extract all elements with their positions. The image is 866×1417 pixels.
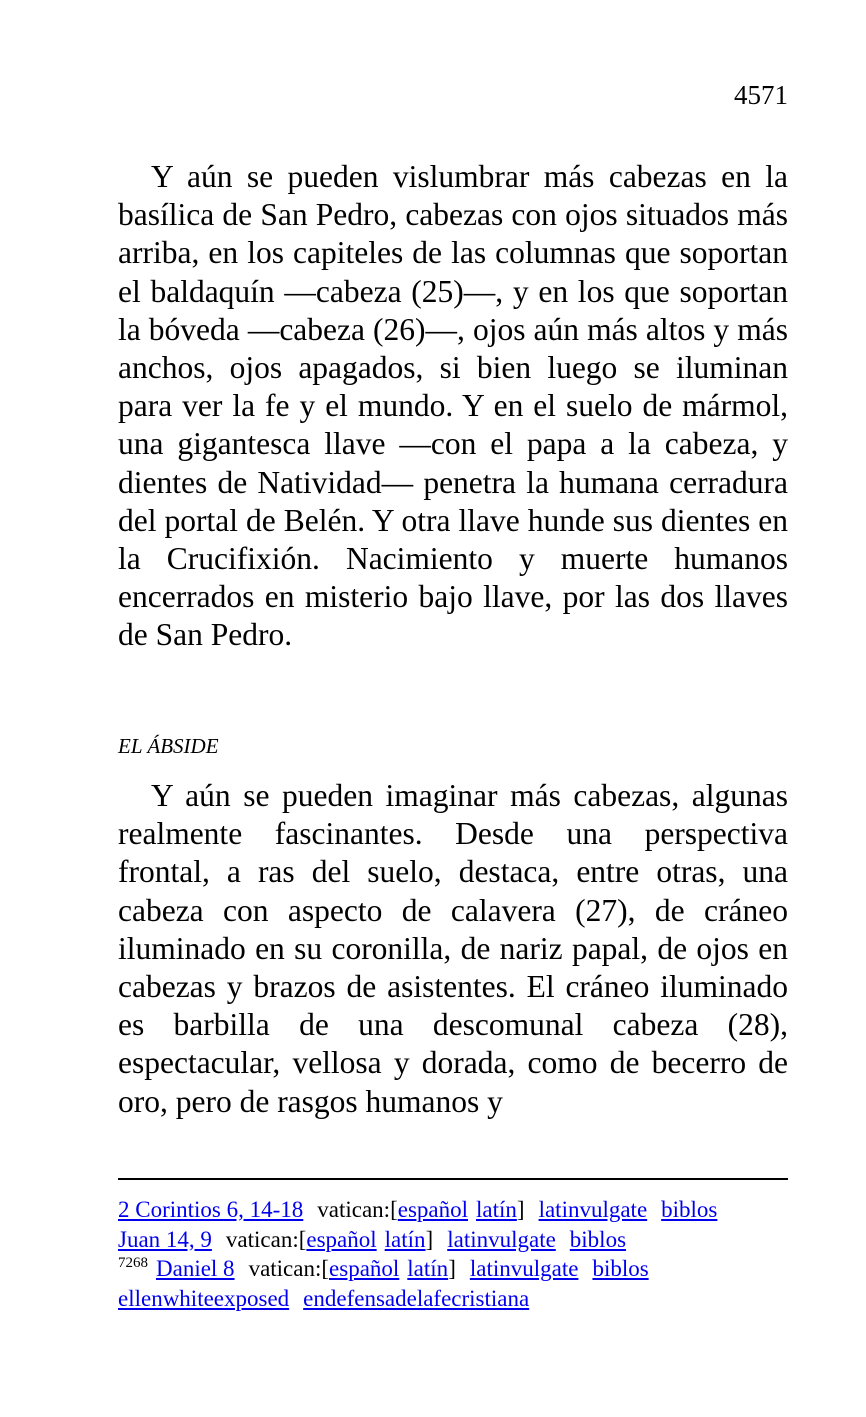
vatican-label: vatican:[ [317,1197,398,1222]
footnote-ref-link[interactable]: Juan 14, 9 [118,1226,212,1252]
footnote-line-2 [118,1225,798,1255]
espanol-link[interactable]: español [306,1226,377,1252]
footnote-line-1 [118,1195,798,1225]
latin-link[interactable]: latín [407,1256,449,1281]
endefensadelafecristiana-link[interactable]: endefensadelafecristiana [303,1285,530,1311]
footnote-ref-link[interactable]: 2 Corintios 6, 14-18 [118,1197,304,1222]
latinvulgate-link[interactable]: latinvulgate [538,1197,648,1222]
vatican-label: vatican:[ [248,1256,330,1281]
body-paragraph-2: Y aún se pueden imaginar más cabezas, algunas realmente fascinantes. Desde una perspectiva frontal, a ras del suelo, destaca, entre otras, una cabeza con aspecto de calavera (27), de cráneo iluminado en su coronilla, de nariz papal, de ojos en cabezas y brazos de asistentes. El cráneo iluminado es barbilla de una descomunal cabeza (28), espectacular, vellosa y dorada, como de becerro de oro, pero de rasgos humanos y [118,778,788,1119]
body-paragraph-1: Y aún se pueden vislumbrar más cabezas en la basílica de San Pedro, cabezas con ojos situados más arriba, en los capiteles de las columnas que soportan el baldaquín —cabeza (25)—, y en los que soportan la bóveda —cabeza (26)—, ojos aún más altos y más anchos, ojos apagados, si bien luego se iluminan para ver la fe y el mundo. Y en el suelo de mármol, una gigantesca llave —con el papa a la cabeza, y dientes de Natividad— penetra la humana cerradura del portal de Belén. Y otra llave hunde sus dientes en la Crucifixión. Nacimiento y muerte humanos encerrados en misterio bajo llave, por las dos llaves de San Pedro. [118,159,788,653]
footnote-number: 7268 [118,1255,148,1271]
latinvulgate-link[interactable]: latinvulgate [447,1226,556,1252]
section-heading: EL ÁBSIDE [118,734,219,758]
latin-link[interactable]: latín [476,1197,517,1222]
espanol-link[interactable]: español [397,1197,469,1222]
vatican-close: ] [448,1256,456,1281]
espanol-link[interactable]: español [329,1256,400,1281]
biblos-link[interactable]: biblos [592,1256,649,1281]
ellenwhiteexposed-link[interactable]: ellenwhiteexposed [118,1285,290,1311]
footnote-line-3 [118,1254,798,1284]
biblos-link[interactable]: biblos [661,1197,718,1222]
footnotes [118,1195,798,1313]
footnote-line-4 [118,1284,798,1314]
footnote-divider [118,1178,788,1180]
vatican-close: ] [425,1226,434,1252]
biblos-link[interactable]: biblos [569,1226,627,1252]
latinvulgate-link[interactable]: latinvulgate [469,1256,579,1281]
vatican-close: ] [516,1197,525,1222]
vatican-label: vatican:[ [225,1226,307,1252]
latin-link[interactable]: latín [384,1226,426,1252]
page-number: 4571 [734,80,788,110]
footnote-ref-link[interactable]: Daniel 8 [156,1256,235,1281]
